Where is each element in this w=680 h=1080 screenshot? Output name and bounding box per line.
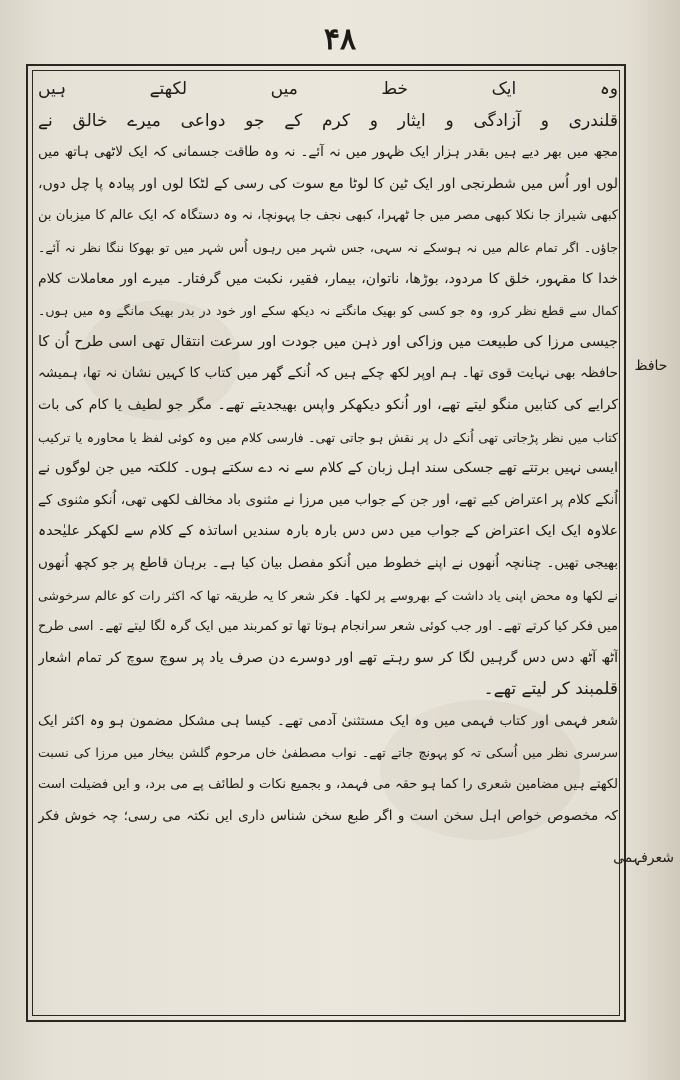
text-line: لکھتے ہیں مضامین شعری را کما ہو حقہ می فہمد، و بجمیع نکات و لطائف پے می برد، و ایں فضیلت است [38, 777, 618, 793]
text-line: قلندری و آزادگی و ایثار و کرم کے جو دواعی میرے خالق نے [38, 110, 618, 131]
text-line: کتاب میں نظر پڑجاتی تھی اُنکے دل پر نقش ہو جاتی تھی۔ فارسی کلام میں وہ کوئی لفظ یا محاورہ یا ترکیب [38, 429, 618, 445]
margin-note-hafiz: حافظ [634, 358, 668, 374]
text-line: کہ مخصوص خواص اہل سخن است و اگر طبع سخن شناس داری ایں نکتہ می رسی؛ چہ خوش فکر [38, 807, 618, 824]
text-line: سرسری نظر میں اُسکی تہ کو پہونچ جاتے تھے۔ نواب مصطفیٰ خاں مرحوم گلشن بیخار میں مرزا کی نسبت [38, 745, 618, 761]
body-text [38, 74, 618, 1014]
text-line: مجھ میں بھر دیے ہیں بقدر ہزار ایک ظہور میں نہ آئے۔ نہ وہ طاقت جسمانی کہ ایک لاٹھی ہاتھ میں [38, 144, 618, 161]
text-line: ایسی نہیں برتتے تھے جسکی سند اہل زبان کے کلام سے نہ دے سکتے ہوں۔ کلکتہ میں جن لوگوں نے [38, 460, 618, 477]
text-line: قلمبند کر لیتے تھے۔ [483, 679, 618, 700]
text-line: کمال سے قطع نظر کرو، وہ جو کسی کو بھیک مانگتے نہ دیکھ سکے اور خود در بدر بھیک مانگے وہ میں ہوں۔ [38, 303, 618, 319]
text-line: خدا کا مقہور، خلق کا مردود، بوڑھا، ناتوان، بیمار، فقیر، نکبت میں گرفتار۔ میرے اور معاملات کلام [38, 270, 618, 287]
text-line: حافظہ بھی نہایت قوی تھا۔ ہم اوپر لکھ چکے ہیں کہ اُنکے گھر میں کتاب کا کہیں نشان نہ تھا، ہمیشہ [38, 365, 618, 382]
margin-note-sher-fahmi: شعرفہمی [613, 850, 674, 866]
text-line: نے لکھا وہ محض اپنی یاد داشت کے بھروسے پر لکھا۔ فکر شعر کا یہ طریقہ تھا کہ اکثر رات کو عالم سرخوشی [38, 587, 618, 603]
text-line: اُنکے کلام پر اعتراض کیے تھے، اور جن کے جواب میں مرزا نے مثنوی باد مخالف لکھی تھی، اُنکو مثنوی کے [38, 491, 618, 508]
text-line: میں فکر کیا کرتے تھے۔ اور جب کوئی شعر سرانجام ہوتا تھا تو کمربند میں ایک گرہ لگا لیتے تھے۔ اسی طرح [38, 619, 618, 635]
text-line: جاؤں۔ اگر تمام عالم میں نہ ہوسکے نہ سہی، جس شہر میں رہوں اُس شہر میں تو بھوکا ننگا نظر نہ آئے۔ [38, 239, 618, 255]
text-line: لوں اور اُس میں شطرنجی اور ایک ٹین کا لوٹا مع سوت کی رسی کے لٹکا لوں اور پیادہ پا چل دوں، [38, 175, 618, 192]
text-line: بھیجی تھیں۔ چنانچہ اُنھوں نے اپنے خطوط میں اُنکو مفصل بیان کیا ہے۔ برہان قاطع پر جو کچھ اُنھوں [38, 554, 618, 571]
page-number: ۴۸ [323, 22, 357, 57]
text-line: کرایے کی کتابیں منگو لیتے تھے، اور اُنکو دیکھکر واپس بھیجدیتے تھے۔ مگر جو لطیف یا کام کی بات [38, 396, 618, 413]
text-line: کبھی شیراز جا نکلا کبھی مصر میں جا ٹھہرا، کبھی نجف جا پہونچا، نہ وہ دستگاہ کہ ایک عالم کا میزبان بن [38, 208, 618, 224]
text-line: وہ ایک خط میں لکھتے ہیں [38, 79, 618, 99]
text-line: جیسی مرزا کی طبیعت میں وزاکی اور ذہن میں جودت اور سرعت انتقال تھی اسی طرح اُن کا [38, 333, 618, 350]
text-line: شعر فہمی اور کتاب فہمی میں وہ ایک مستثنیٰ آدمی تھے۔ کیسا ہی مشکل مضمون ہو وہ اکثر ایک [38, 712, 618, 729]
text-line: علاوہ ایک ایک اعتراض کے جواب میں دس دس بارہ بارہ سندیں اساتذہ کے کلام سے لکھکر علیٰحدہ [38, 523, 618, 540]
text-line: آٹھ آٹھ دس دس گرہیں لگا کر سو رہتے تھے اور دوسرے دن صرف یاد پر سوچ سوچ کر تمام اشعار [38, 649, 618, 666]
